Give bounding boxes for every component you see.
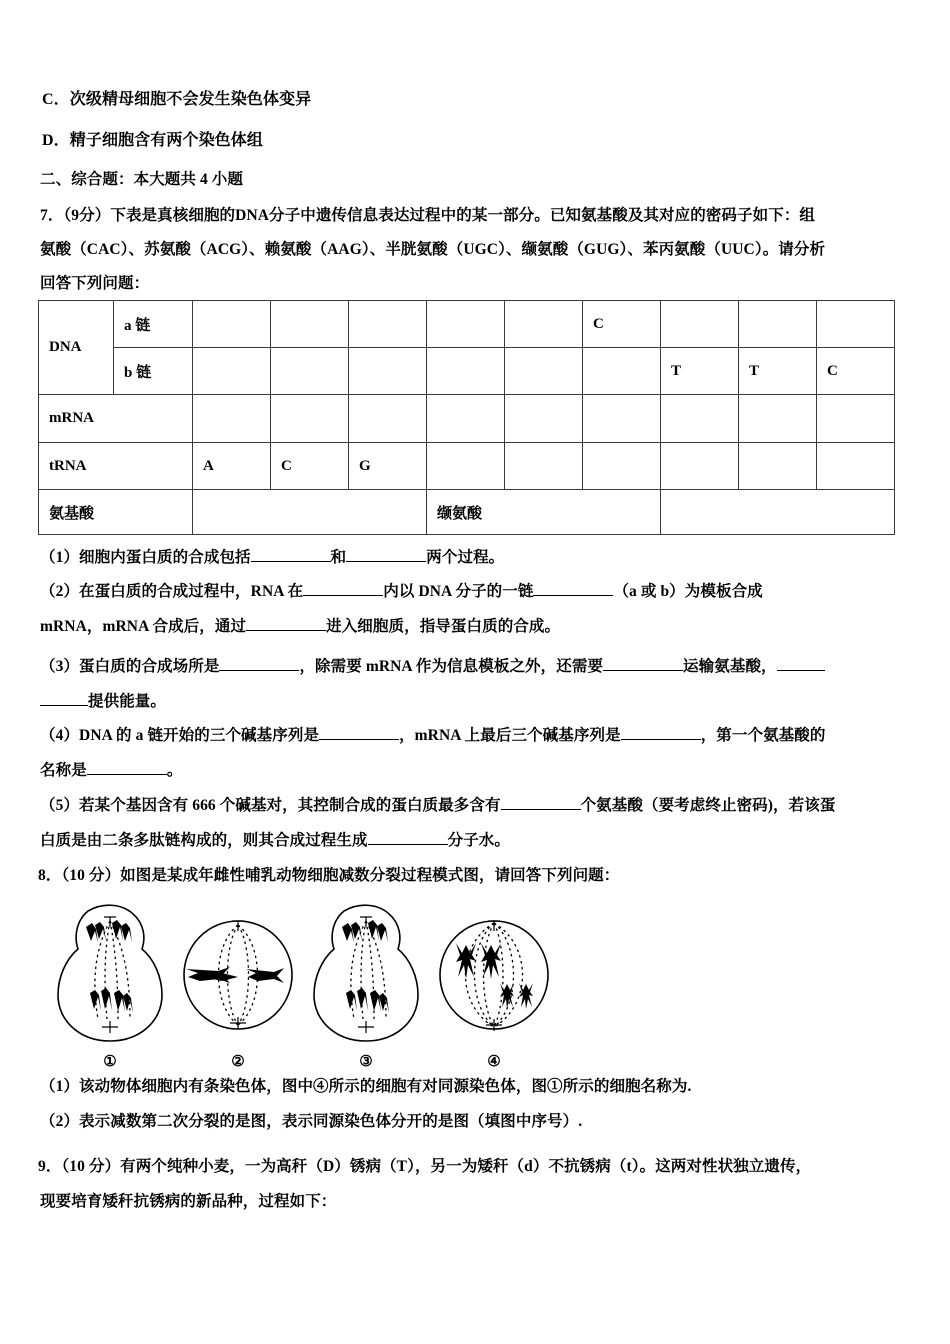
cell-aa-2: 缬氨酸 (427, 490, 661, 535)
figure-4-number: ④ (487, 1054, 501, 1070)
cell-a-7 (661, 301, 739, 348)
cell-t-6 (583, 443, 661, 490)
cell-a-5 (505, 301, 583, 348)
cell-m-2 (271, 395, 349, 443)
cell-m-6 (583, 395, 661, 443)
cell-m-1 (193, 395, 271, 443)
cell-t-1: A (193, 443, 271, 490)
section-heading: 二、综合题：本大题共 4 小题 (40, 171, 244, 188)
blank-3-2[interactable] (603, 656, 683, 671)
cell-t-5 (505, 443, 583, 490)
q7-stem-line-2: 氨酸（CAC）、苏氨酸（ACG）、赖氨酸（AAG）、半胱氨酸（UGC）、缬氨酸（GUG）、苯丙氨酸（UUC）。请分析 (40, 241, 826, 258)
choice-c-label: C． (42, 91, 70, 108)
q7-stem-line-1: 7．（9分）下表是真核细胞的DNA分子中遗传信息表达过程中的某一部分。已知氨基酸及其对应的密码子如下：组 (40, 207, 816, 224)
q8-stem: 8．（10 分）如图是某成年雌性哺乳动物细胞减数分裂过程模式图，请回答下列问题： (38, 867, 620, 884)
q7-sub-3-line-1 (40, 656, 825, 677)
choice-d-label: D． (42, 132, 70, 149)
cell-b-7: T (661, 348, 739, 395)
row-label-a-chain: a 链 (114, 301, 193, 348)
table-row-trna (39, 443, 895, 490)
cell-diagram-2 (178, 903, 298, 1051)
cell-a-9 (817, 301, 895, 348)
cell-b-9: C (817, 348, 895, 395)
figure-2-cell (178, 903, 298, 1071)
blank-4-1[interactable] (319, 725, 399, 740)
cell-diagram-4 (434, 903, 554, 1051)
blank-3-3b[interactable] (40, 691, 88, 706)
q7-sub-2-text-d: mRNA，mRNA 合成后，通过 (40, 618, 247, 635)
q7-sub-2-line-2 (40, 616, 560, 637)
cell-m-3 (349, 395, 427, 443)
q7-sub-4-text-c: ，第一个氨基酸的 (700, 727, 826, 744)
table-row-mrna (39, 395, 895, 443)
q7-sub-4-text-d: 名称是 (40, 762, 87, 779)
q8-figure-group (50, 903, 570, 1071)
blank-2-2[interactable] (533, 581, 613, 596)
cell-a-6: C (583, 301, 661, 348)
row-label-dna: DNA (39, 301, 114, 395)
q7-sub-1 (40, 547, 504, 568)
cell-b-1 (193, 348, 271, 395)
cell-a-3 (349, 301, 427, 348)
cell-m-9 (817, 395, 895, 443)
cell-b-6 (583, 348, 661, 395)
cell-t-9 (817, 443, 895, 490)
cell-t-3: G (349, 443, 427, 490)
blank-5-2[interactable] (368, 830, 448, 845)
q7-sub-2-text-a: （2）在蛋白质的合成过程中，RNA 在 (40, 583, 304, 600)
q7-sub-5-line-2 (40, 830, 510, 851)
cell-b-8: T (739, 348, 817, 395)
q7-sub-2-line-1 (40, 581, 763, 602)
table-row-amino-acid (39, 490, 895, 535)
cell-a-1 (193, 301, 271, 348)
q7-sub-2-text-b: 内以 DNA 分子的一链 (383, 583, 534, 600)
cell-t-7 (661, 443, 739, 490)
cell-aa-3 (661, 490, 895, 535)
table-row-dna-b (39, 348, 895, 395)
blank-5-1[interactable] (501, 795, 581, 810)
choice-c (42, 90, 311, 110)
cell-diagram-3 (306, 903, 426, 1051)
blank-4-2[interactable] (621, 725, 701, 740)
q7-sub-1-text-a: （1）细胞内蛋白质的合成包括 (40, 549, 251, 566)
cell-b-4 (427, 348, 505, 395)
q7-sub-3-text-a: （3）蛋白质的合成场所是 (40, 658, 220, 675)
cell-m-7 (661, 395, 739, 443)
blank-4-3[interactable] (87, 760, 167, 775)
q7-sub-4-text-e: 。 (166, 762, 183, 779)
row-label-mrna: mRNA (39, 395, 193, 443)
cell-a-8 (739, 301, 817, 348)
q7-sub-5-text-d: 分子水。 (447, 832, 511, 849)
q7-sub-5-text-b: 个氨基酸（要考虑终止密码)，若该蛋 (580, 797, 836, 814)
q7-sub-2-text-c: （a 或 b）为模板合成 (613, 583, 763, 600)
q7-sub-5-line-1 (40, 795, 835, 816)
q7-sub-3-text-c: 运输氨基酸， (683, 658, 777, 675)
cell-aa-1 (193, 490, 427, 535)
choice-d (42, 131, 263, 151)
cell-t-2: C (271, 443, 349, 490)
q7-sub-4-line-2 (40, 760, 182, 781)
cell-b-5 (505, 348, 583, 395)
cell-b-2 (271, 348, 349, 395)
cell-m-5 (505, 395, 583, 443)
figure-4-cell (434, 903, 554, 1071)
cell-t-8 (739, 443, 817, 490)
cell-a-4 (427, 301, 505, 348)
blank-2-3[interactable] (246, 616, 326, 631)
cell-t-4 (427, 443, 505, 490)
figure-1-cell (50, 903, 170, 1071)
q9-line-2: 现要培育矮秆抗锈病的新品种，过程如下： (40, 1193, 337, 1210)
q7-transcription-table (38, 300, 895, 535)
q7-sub-5-text-c: 白质是由二条多肽链构成的，则其合成过程生成 (40, 832, 368, 849)
q7-sub-1-text-b: 和 (330, 549, 347, 566)
q8-sub-2: （2）表示减数第二次分裂的是图，表示同源染色体分开的是图（填图中序号）. (40, 1113, 583, 1130)
q7-sub-4-line-1 (40, 725, 826, 746)
cell-b-3 (349, 348, 427, 395)
q7-stem-line-3: 回答下列问题： (40, 275, 150, 292)
blank-3-3a[interactable] (777, 656, 825, 671)
figure-1-number: ① (103, 1054, 117, 1070)
q7-sub-3-line-2 (40, 691, 166, 712)
figure-2-number: ② (231, 1054, 245, 1070)
q7-sub-1-text-c: 两个过程。 (426, 549, 505, 566)
cell-a-2 (271, 301, 349, 348)
q7-sub-4-text-b: ，mRNA 上最后三个碱基序列是 (399, 727, 621, 744)
q7-sub-3-text-d: 提供能量。 (88, 693, 167, 710)
q9-line-1: 9．（10 分）有两个纯种小麦，一为高秆（D）锈病（T），另一为矮秆（d）不抗锈病（t）。这两对性状独立遗传， (38, 1158, 812, 1175)
choice-d-text: 精子细胞含有两个染色体组 (69, 132, 263, 149)
blank-1-2[interactable] (346, 547, 426, 562)
row-label-amino-acid: 氨基酸 (39, 490, 193, 535)
q8-sub-1: （1）该动物体细胞内有条染色体，图中④所示的细胞有对同源染色体，图①所示的细胞名称为. (40, 1078, 692, 1095)
cell-m-4 (427, 395, 505, 443)
q7-sub-5-text-a: （5）若某个基因含有 666 个碱基对，其控制合成的蛋白质最多含有 (40, 797, 501, 814)
q7-sub-4-text-a: （4）DNA 的 a 链开始的三个碱基序列是 (40, 727, 320, 744)
table-row-dna-a (39, 301, 895, 348)
figure-3-number: ③ (359, 1054, 373, 1070)
q7-sub-3-text-b: ，除需要 mRNA 作为信息模板之外，还需要 (299, 658, 604, 675)
q7-sub-2-text-e: 进入细胞质，指导蛋白质的合成。 (326, 618, 561, 635)
blank-2-1[interactable] (303, 581, 383, 596)
blank-1-1[interactable] (251, 547, 331, 562)
figure-3-cell (306, 903, 426, 1071)
row-label-trna: tRNA (39, 443, 193, 490)
blank-3-1[interactable] (219, 656, 299, 671)
cell-m-8 (739, 395, 817, 443)
cell-diagram-1 (50, 903, 170, 1051)
choice-c-text: 次级精母细胞不会发生染色体变异 (69, 91, 312, 108)
row-label-b-chain: b 链 (114, 348, 193, 395)
